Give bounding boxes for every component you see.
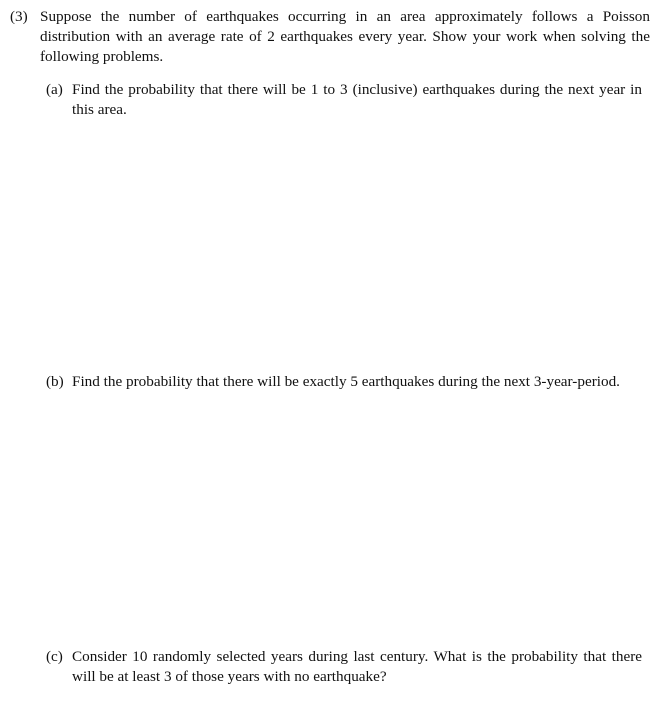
part-label: (b)	[46, 373, 64, 390]
answer-space-b	[46, 417, 642, 642]
part-label: (a)	[46, 81, 63, 98]
problem-statement	[10, 7, 650, 67]
part-text: Find the probability that there will be exactly 5 earthquakes during the next 3-year-period.	[72, 373, 620, 390]
problem-text: Suppose the number of earthquakes occurring in an area approximately follows a Poisson distribution with an average rate of 2 earthquakes every year. Show your work when solving the following problems.	[40, 8, 650, 65]
part-text: Consider 10 randomly selected years during last century. What is the probability that there will be at least 3 of those years with no earthquake?	[72, 648, 642, 685]
part-text: Find the probability that there will be 1 to 3 (inclusive) earthquakes during the next year in this area.	[72, 81, 642, 118]
answer-space-a	[46, 125, 642, 365]
part-label: (c)	[46, 648, 63, 665]
question-part-c	[46, 647, 642, 687]
question-part-a	[46, 80, 642, 120]
question-part-b	[46, 372, 642, 392]
problem-number: (3)	[10, 8, 28, 25]
